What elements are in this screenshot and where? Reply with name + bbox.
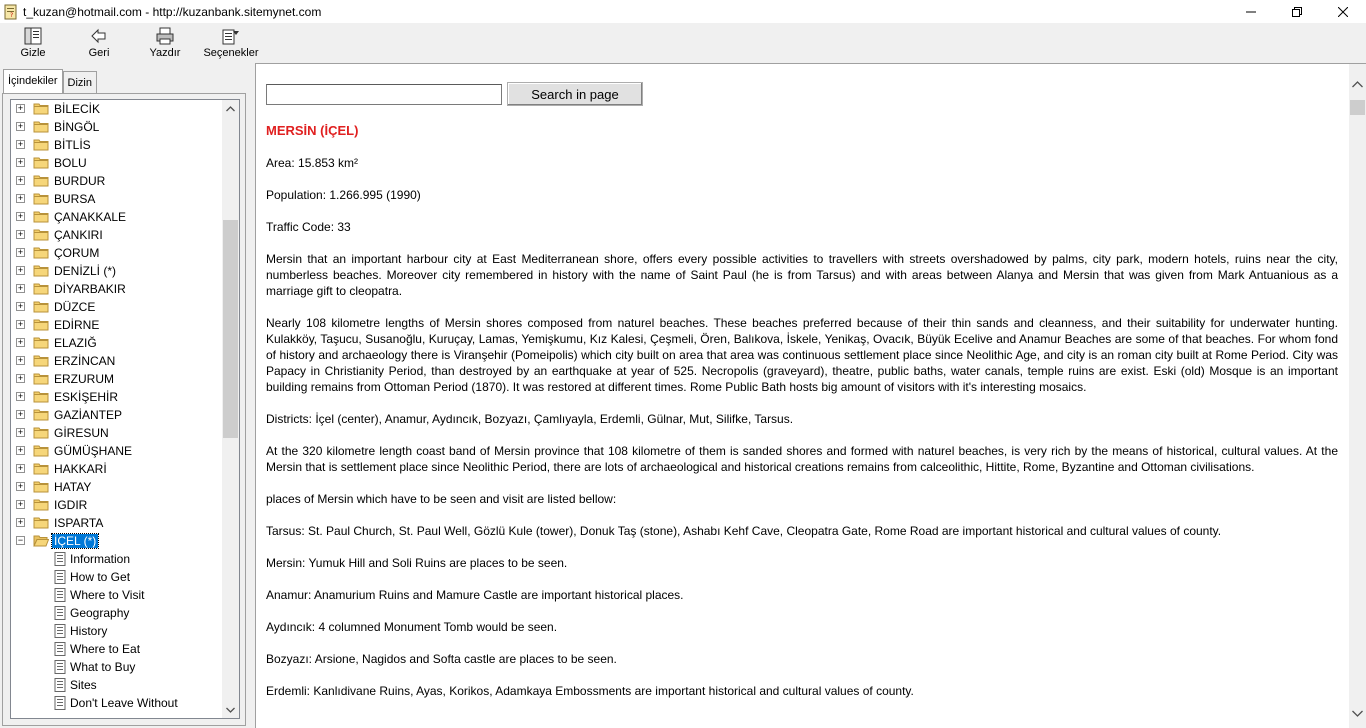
places-intro-text: places of Mersin which have to be seen and visit are listed bellow:: [266, 492, 617, 506]
tree-item-label: GAZİANTEP: [54, 408, 123, 422]
tree-item[interactable]: [11, 424, 223, 442]
expand-icon[interactable]: +: [17, 445, 24, 455]
folder-icon: [33, 390, 49, 404]
expand-icon[interactable]: +: [17, 175, 24, 185]
tree-subitem-label: How to Get: [70, 570, 131, 584]
erdemli-text: Erdemli: Kanlıdivane Ruins, Ayas, Korikos, Adamkaya Embossments are important historical and cultural values of county.: [266, 684, 914, 698]
search-row: [266, 82, 1338, 106]
expand-icon[interactable]: +: [17, 517, 24, 527]
expand-icon[interactable]: +: [17, 103, 24, 113]
tree-item-label: DÜZCE: [54, 300, 96, 314]
folder-icon: [33, 516, 49, 530]
page-icon: [54, 660, 67, 674]
tree-subitem[interactable]: [11, 676, 223, 694]
tree-item-label: BURDUR: [54, 174, 106, 188]
close-icon: [1338, 7, 1348, 17]
page-icon: [54, 642, 67, 656]
tree-scroll-down-button[interactable]: [222, 701, 239, 718]
page-icon: [54, 606, 67, 620]
tree-subitem-label: Where to Eat: [70, 642, 141, 656]
tree-item[interactable]: [11, 190, 223, 208]
tree-subitem[interactable]: [11, 694, 223, 712]
folder-icon: [33, 498, 49, 512]
search-input[interactable]: [266, 84, 502, 105]
tree-subitem-label: Don't Leave Without: [70, 696, 178, 710]
tab-index-label: Dizin: [67, 77, 92, 89]
tree-item[interactable]: [11, 298, 223, 316]
traffic-code-text: Traffic Code: 33: [266, 220, 351, 234]
folder-icon: [33, 336, 49, 350]
tree-item-label: ÇORUM: [54, 246, 100, 260]
tree-item-label: DİYARBAKIR: [54, 282, 126, 296]
contents-tree[interactable]: [10, 99, 240, 719]
expand-icon[interactable]: +: [17, 409, 24, 419]
tree-item[interactable]: [11, 136, 223, 154]
expand-icon[interactable]: +: [17, 481, 24, 491]
anamur-text: Anamur: Anamurium Ruins and Mamure Castle are important historical places.: [266, 588, 684, 602]
tree-item[interactable]: [11, 460, 223, 478]
chevron-down-icon: [226, 707, 235, 713]
expand-icon[interactable]: +: [17, 283, 24, 293]
tab-contents[interactable]: [3, 69, 63, 95]
content-scrollbar[interactable]: [1349, 64, 1366, 728]
folder-icon: [33, 264, 49, 278]
expand-icon[interactable]: +: [17, 139, 24, 149]
tree-item[interactable]: [11, 496, 223, 514]
content-pane: [255, 63, 1366, 728]
tree-item-label: GÜMÜŞHANE: [54, 444, 133, 458]
folder-icon: [33, 120, 49, 134]
article: [266, 82, 1338, 699]
window-title: t_kuzan@hotmail.com - http://kuzanbank.sitemynet.com: [23, 4, 322, 19]
hide-button[interactable]: [0, 23, 66, 63]
tree-item[interactable]: [11, 352, 223, 370]
tree-subitem[interactable]: [11, 568, 223, 586]
tree-item-label: ISPARTA: [54, 516, 104, 530]
population-text: Population: 1.266.995 (1990): [266, 188, 421, 202]
tree-item[interactable]: [11, 154, 223, 172]
chevron-up-icon: [1352, 81, 1363, 88]
tree-item[interactable]: [11, 262, 223, 280]
expand-icon[interactable]: +: [17, 355, 24, 365]
tree-item-label: ESKİŞEHİR: [54, 390, 119, 404]
folder-icon: [33, 156, 49, 170]
tree-subitem-label: Sites: [70, 678, 97, 692]
tree-item-label: HATAY: [54, 480, 92, 494]
tree-subitem[interactable]: [11, 622, 223, 640]
tree-item-label: ÇANKIRI: [54, 228, 103, 242]
options-label: Seçenekler: [203, 47, 259, 59]
mersin-text: Mersin: Yumuk Hill and Soli Ruins are places to be seen.: [266, 556, 568, 570]
tree-subitem[interactable]: [11, 658, 223, 676]
options-icon: [221, 27, 241, 45]
hide-label: Gizle: [20, 47, 46, 59]
tree-scrollbar[interactable]: [222, 100, 239, 718]
expand-icon[interactable]: +: [17, 211, 24, 221]
tree-item-label: HAKKARİ: [54, 462, 107, 476]
area-text: Area: 15.853 km²: [266, 156, 359, 170]
tree-item[interactable]: [11, 388, 223, 406]
tab-index[interactable]: [63, 71, 97, 93]
tree-item-label: BİNGÖL: [54, 120, 100, 134]
tree-item[interactable]: [11, 316, 223, 334]
expand-icon[interactable]: +: [17, 373, 24, 383]
expand-icon[interactable]: +: [17, 499, 24, 509]
tree-item[interactable]: [11, 226, 223, 244]
tree-item[interactable]: [11, 280, 223, 298]
svg-text:?: ?: [10, 11, 14, 19]
folder-icon: [33, 210, 49, 224]
chevron-down-icon: [1352, 710, 1363, 717]
tree-item-label: DENİZLİ (*): [54, 264, 117, 278]
folder-icon: [33, 102, 49, 116]
page-icon: [54, 696, 67, 710]
tree-item[interactable]: [11, 478, 223, 496]
tree-item-label: BURSA: [54, 192, 96, 206]
tree-item[interactable]: [11, 118, 223, 136]
folder-icon: [33, 372, 49, 386]
nav-tabs: [3, 69, 97, 93]
chevron-up-icon: [226, 106, 235, 112]
tree-subitem-label: What to Buy: [70, 660, 136, 674]
tarsus-text: Tarsus: St. Paul Church, St. Paul Well, Gözlü Kule (tower), Donuk Taş (stone), Ashabı Kehf Cave, Cleopatra Gate, Rome Road are important historical and cultural values of county.: [266, 524, 1222, 538]
close-button[interactable]: [1320, 0, 1366, 23]
tree-item-label: EDİRNE: [54, 318, 100, 332]
tree-item[interactable]: [11, 172, 223, 190]
page-icon: [54, 678, 67, 692]
content-scroll-up-button[interactable]: [1349, 76, 1366, 93]
tree-list: [11, 100, 223, 712]
back-label: Geri: [88, 47, 110, 59]
folder-icon: [33, 462, 49, 476]
minimize-icon: [1246, 7, 1256, 17]
tree-item-label: BİLECİK: [54, 102, 101, 116]
tree-item-label: BİTLİS: [54, 138, 91, 152]
folder-icon: [33, 444, 49, 458]
expand-icon[interactable]: +: [17, 337, 24, 347]
folder-icon: [33, 192, 49, 206]
tree-item-label: ERZURUM: [54, 372, 114, 386]
expand-icon[interactable]: +: [17, 391, 24, 401]
tree-item-label: ELAZIĞ: [54, 336, 97, 350]
restore-icon: [1292, 7, 1302, 17]
tree-item-label: BOLU: [54, 156, 87, 170]
tree-item[interactable]: [11, 100, 223, 118]
tree-item[interactable]: [11, 370, 223, 388]
folder-icon: [33, 408, 49, 422]
tree-item-label: İÇEL (*): [54, 534, 97, 548]
tree-subitem-label: Where to Visit: [70, 588, 145, 602]
bozyazi-text: Bozyazı: Arsione, Nagidos and Softa castle are places to be seen.: [266, 652, 617, 666]
expand-icon[interactable]: +: [17, 121, 24, 131]
tree-item-label: IGDIR: [54, 498, 88, 512]
toolbar: [0, 23, 1366, 63]
tree-subitem-label: Geography: [70, 606, 130, 620]
search-in-page-button[interactable]: Search in page: [507, 82, 643, 106]
tree-subitem-label: History: [70, 624, 108, 638]
folder-icon: [33, 354, 49, 368]
content-scroll-down-button[interactable]: [1349, 705, 1366, 722]
print-label: Yazdır: [149, 47, 181, 59]
tab-contents-label: İçindekiler: [8, 75, 58, 87]
folder-icon: [33, 228, 49, 242]
expand-icon[interactable]: +: [17, 301, 24, 311]
tree-item[interactable]: [11, 334, 223, 352]
coast-paragraph: At the 320 kilometre length coast band of Mersin province that 108 kilometre of them is sanded shores and formed with naturel beaches, is very rich by the means of historical, cultural values. At the Mersin that is settlement place since Neolithic Period, there are lots of archaeological and historical creations remains from calceolithic, Hittite, Rome, Byzantine and Ottoman civilisations.: [266, 444, 1338, 474]
expand-icon[interactable]: +: [17, 463, 24, 473]
expand-icon[interactable]: +: [17, 247, 24, 257]
expand-icon[interactable]: +: [17, 193, 24, 203]
expand-icon[interactable]: +: [17, 265, 24, 275]
folder-icon: [33, 246, 49, 260]
title-bar: [0, 0, 1366, 23]
tree-subitem[interactable]: [11, 640, 223, 658]
page-icon: [54, 588, 67, 602]
expand-icon[interactable]: +: [17, 229, 24, 239]
tree-item-label: ERZİNCAN: [54, 354, 116, 368]
page-icon: [54, 624, 67, 638]
intro-paragraph: Mersin that an important harbour city at East Mediterranean shore, offers every possible activities to travellers with streets overshadowed by palms, city park, modern hotels, ruins near the city, numberless beaches. Moreover city remembered in history with the name of Saint Paul (he is from Tarsus) and with areas between Alanya and Mersin that was given from Mark Antuanious as a marriage gift to cleopatra.: [266, 252, 1338, 298]
print-button[interactable]: [132, 23, 198, 63]
districts-text: Districts: İçel (center), Anamur, Aydıncık, Bozyazı, Çamlıyayla, Erdemli, Gülnar, Mut, Silifke, Tarsus.: [266, 412, 794, 426]
folder-icon: [33, 318, 49, 332]
tree-subitem[interactable]: [11, 604, 223, 622]
expand-icon[interactable]: +: [17, 427, 24, 437]
page-icon: [54, 552, 67, 566]
tree-item[interactable]: [11, 208, 223, 226]
navigation-pane: [0, 63, 249, 728]
folder-open-icon: [33, 534, 49, 548]
expand-icon[interactable]: +: [17, 157, 24, 167]
tree-item[interactable]: [11, 514, 223, 532]
content-scroll-thumb[interactable]: [1350, 100, 1365, 115]
page-title: MERSİN (İÇEL): [266, 123, 359, 138]
folder-icon: [33, 480, 49, 494]
tree-subitem-label: Information: [70, 552, 131, 566]
folder-icon: [33, 426, 49, 440]
expand-icon[interactable]: +: [17, 319, 24, 329]
folder-icon: [33, 282, 49, 296]
collapse-icon[interactable]: −: [17, 535, 24, 545]
back-button[interactable]: [66, 23, 132, 63]
page-icon: [54, 570, 67, 584]
folder-icon: [33, 138, 49, 152]
beaches-paragraph: Nearly 108 kilometre lengths of Mersin shores composed from naturel beaches. These beaches preferred because of their thin sands and cleanness, and their suitability for underwater hunting. Kulakköy, Taşucu, Susanoğlu, Kuruçay, Lamas, Yemişkumu, Kız Kalesi, Çeşmeli, Ören, Balıkova, İskele, Yenikaş, Ovacık, Büyük Ecelive and Anamur Beaches are some of that beaches. For whom fond of history and archaeology there is Viranşehir (Pomeipolis) which city built on area that area was continuous settlement place since Neolithic Age, and city is an roman city built at Rome Period. City was Papacy in Christianity Period, than destroyed by an earthquake at year of 525. Necropolis (graveyard), theatre, public baths, water canals, temple ruins are exist. Eski (old) Mosque is an important building remains from Ottoman Period (1870). It was restored at different times. Rome Public Bath hosts big amount of visitors with it's interesting mosaics.: [266, 316, 1338, 394]
aydincik-text: Aydıncık: 4 columned Monument Tomb would be seen.: [266, 620, 558, 634]
tree-item[interactable]: [11, 406, 223, 424]
tree-subitem[interactable]: [11, 550, 223, 568]
restore-button[interactable]: [1274, 0, 1320, 23]
contents-panel: [2, 93, 246, 726]
tree-item-label: GİRESUN: [54, 426, 109, 440]
tree-item-label: ÇANAKKALE: [54, 210, 127, 224]
tree-item-selected[interactable]: [11, 532, 223, 550]
tree-scroll-up-button[interactable]: [222, 100, 239, 117]
back-arrow-icon: [89, 27, 109, 45]
tree-subitem[interactable]: [11, 586, 223, 604]
tree-scroll-thumb[interactable]: [223, 220, 238, 438]
options-button[interactable]: [198, 23, 264, 63]
tree-item[interactable]: [11, 442, 223, 460]
hide-pane-icon: [23, 27, 43, 45]
folder-icon: [33, 174, 49, 188]
printer-icon: [155, 27, 175, 45]
help-app-icon: [3, 4, 19, 20]
minimize-button[interactable]: [1228, 0, 1274, 23]
tree-item[interactable]: [11, 244, 223, 262]
folder-icon: [33, 300, 49, 314]
